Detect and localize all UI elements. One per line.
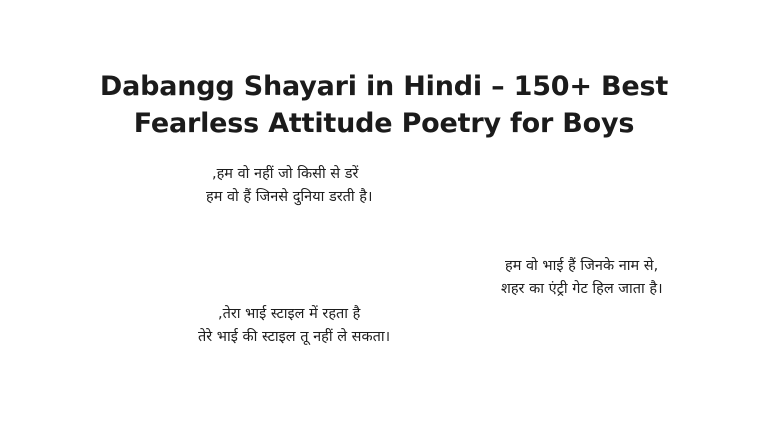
shayari-couplet-1 xyxy=(206,163,372,210)
couplet-3-line-1: ,तेरा भाई स्टाइल में रहता है xyxy=(218,306,361,322)
shayari-couplet-3 xyxy=(198,303,390,350)
shayari-couplet-2 xyxy=(501,255,663,302)
page-title: Dabangg Shayari in Hindi – 150+ Best Fearless Attitude Poetry for Boys xyxy=(99,71,669,140)
couplet-2-line-1: हम वो भाई हैं जिनके नाम से, xyxy=(505,258,659,274)
couplet-3-line-2: तेरे भाई की स्टाइल तू नहीं ले सकता। xyxy=(198,329,391,346)
couplet-1-line-1: ,हम वो नहीं जो किसी से डरें xyxy=(212,166,359,182)
couplet-2-line-2: शहर का एंट्री गेट हिल जाता है। xyxy=(501,281,663,298)
couplet-1-line-2: हम वो हैं जिनसे दुनिया डरती है। xyxy=(206,189,373,206)
